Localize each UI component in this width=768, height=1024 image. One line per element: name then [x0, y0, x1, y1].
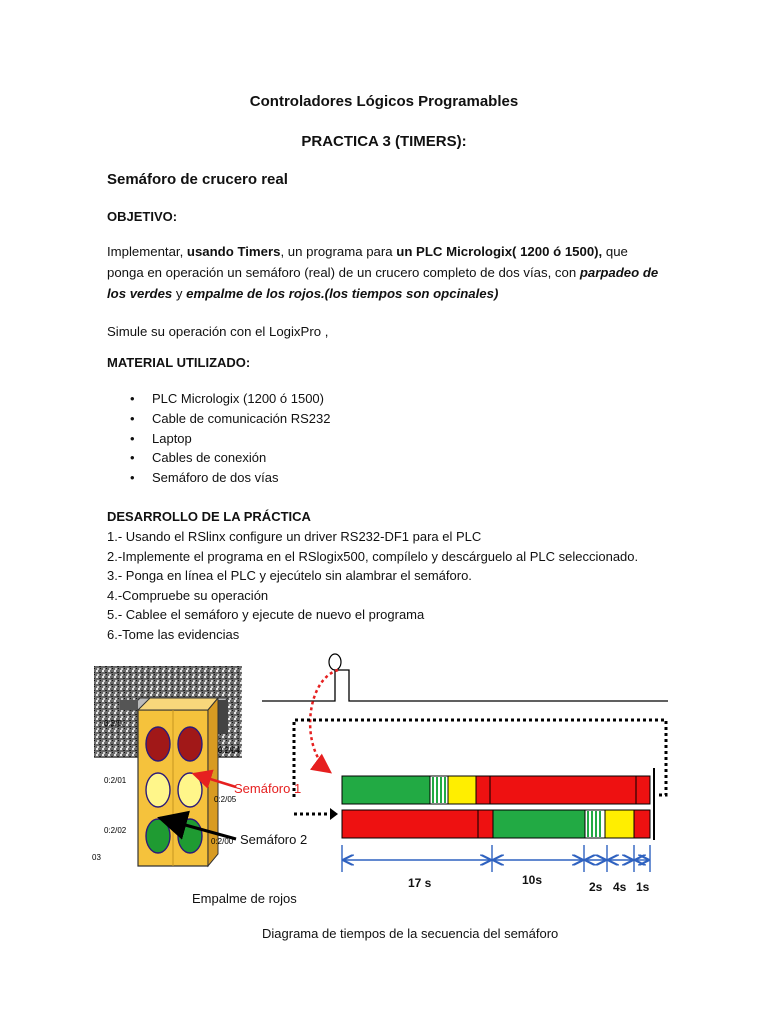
dimension-lines	[342, 845, 650, 872]
list-item: • Laptop	[107, 429, 331, 449]
list-item: 6.-Tome las evidencias	[107, 626, 240, 642]
duration-label: 17 s	[408, 876, 432, 890]
io-label: 0:2/0	[104, 719, 122, 728]
caption-empalme: Empalme de rojos	[192, 891, 297, 906]
io-label: 03	[92, 853, 101, 862]
traffic-figure	[0, 640, 768, 1024]
list-item: • Cable de comunicación RS232	[107, 409, 331, 429]
io-label: 0:2/04	[218, 746, 241, 755]
caption-diagram: Diagrama de tiempos de la secuencia del semáforo	[262, 926, 559, 941]
semaforo-1-timeline	[342, 776, 650, 804]
list-item: 4.-Compruebe su operación	[107, 587, 269, 603]
label-semaforo-2: Semáforo 2	[240, 832, 308, 847]
label-semaforo-1: Semáforo 1	[234, 781, 302, 796]
semaforo-2-timeline	[342, 810, 650, 838]
list-item: 2.-Implemente el programa en el RSlogix500, compílelo y descárguelo al PLC seleccionado.	[107, 548, 639, 564]
material-list	[107, 389, 331, 488]
io-label: 0:2/01	[104, 776, 127, 785]
list-item: 5.- Cablee el semáforo y ejecute de nuevo el programa	[107, 607, 425, 623]
simulation-paragraph: Simule su operación con el LogixPro ,	[107, 324, 329, 339]
io-label: 0:2/02	[104, 826, 127, 835]
document-title: Controladores Lógicos Programables	[249, 93, 519, 110]
duration-label: 2s	[589, 880, 603, 894]
material-heading: MATERIAL UTILIZADO:	[107, 355, 251, 370]
loop-arrowhead	[330, 808, 338, 820]
timing-diagram	[262, 654, 668, 894]
list-item: • Cables de conexión	[107, 448, 331, 468]
duration-label: 10s	[522, 873, 543, 887]
duration-label: 1s	[636, 880, 650, 894]
pulse-marker	[329, 654, 341, 670]
io-label: 0:2/00	[211, 837, 234, 846]
objective-paragraph: Implementar, usando Timers, un programa para un PLC Micrologix( 1200 ó 1500), que ponga en operación un semáforo (real) de un crucero completo de dos vías, con parpadeo de los verdes y empalme de los rojos.(los tiempos son opcinales)	[107, 244, 659, 301]
list-item: • PLC Micrologix (1200 ó 1500)	[107, 389, 331, 409]
start-pulse	[262, 670, 668, 701]
duration-label: 4s	[613, 880, 627, 894]
development-heading: DESARROLLO DE LA PRÁCTICA	[107, 509, 311, 524]
practice-title: PRACTICA 3 (TIMERS):	[301, 133, 467, 150]
list-item: 3.- Ponga en línea el PLC y ejecútelo sin alambrar el semáforo.	[107, 568, 472, 584]
subject-heading: Semáforo de crucero real	[107, 171, 288, 188]
list-item: • Semáforo de dos vías	[107, 468, 331, 488]
list-item: 1.- Usando el RSlinx configure un driver RS232-DF1 para el PLC	[107, 529, 482, 544]
io-label: 0:2/05	[214, 795, 237, 804]
objective-heading: OBJETIVO:	[107, 209, 178, 224]
steps-list	[107, 527, 638, 645]
